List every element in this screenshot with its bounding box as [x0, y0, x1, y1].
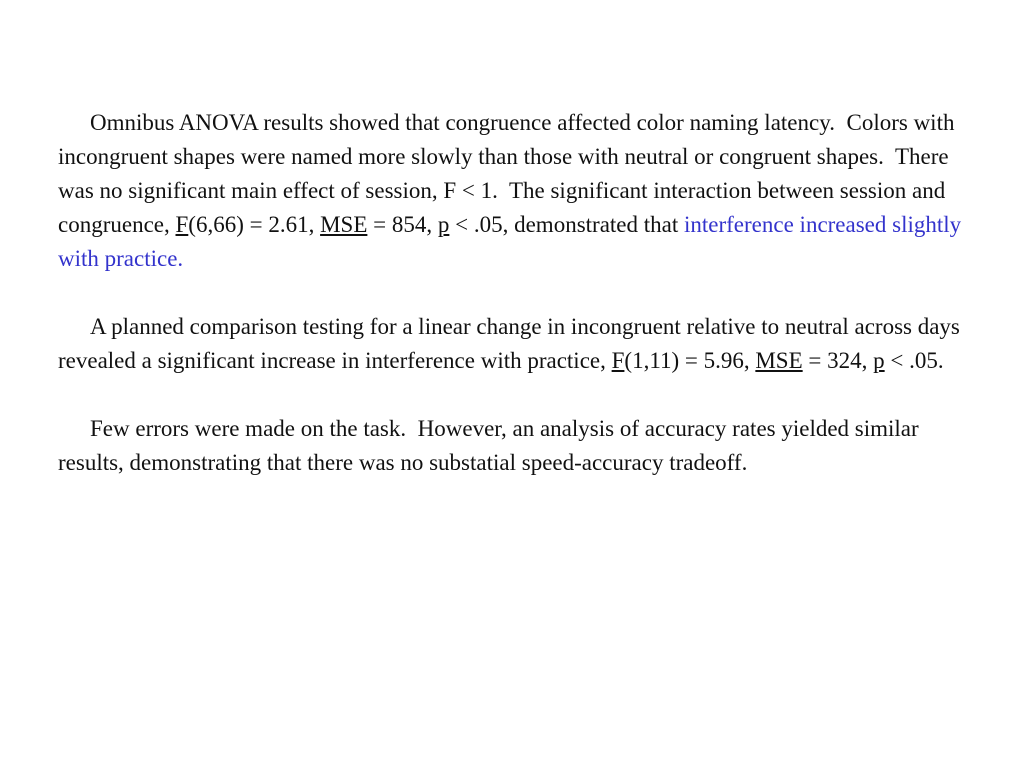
stat-p: p — [873, 348, 885, 373]
paragraph-text: (1,11) = 5.96, — [624, 348, 756, 373]
paragraph-accuracy — [58, 412, 968, 480]
paragraph-text: < .05, demonstrated that — [449, 212, 684, 237]
paragraph-planned-comparison — [58, 310, 968, 378]
stat-f: F — [175, 212, 189, 237]
paragraph-anova-results — [58, 106, 968, 276]
slide-body — [58, 106, 968, 480]
paragraph-text: Few errors were made on the task. However, an analysis of accuracy rates yielded similar results, demonstrating that there was no substatial speed-accuracy tradeoff. — [58, 416, 925, 475]
paragraph-text: = 854, — [367, 212, 438, 237]
stat-f: F — [611, 348, 625, 373]
paragraph-text: (6,66) = 2.61, — [188, 212, 321, 237]
paragraph-text: = 324, — [802, 348, 874, 373]
paragraph-text: A planned comparison testing for a linear change in incongruent relative to neutral across days revealed a significant increase in interference with practice, — [58, 314, 966, 373]
paragraph-text: < .05. — [884, 348, 944, 373]
stat-mse: MSE — [755, 348, 803, 373]
paragraph-text: Omnibus ANOVA results showed that congruence affected color naming latency. Colors with incongruent shapes were named more slowly than those with neutral or congruent shapes. There was no significant main effect of session, F < 1. The significant interaction between session and congruence, — [58, 110, 961, 237]
stat-mse: MSE — [320, 212, 368, 237]
stat-p: p — [437, 212, 450, 237]
highlighted-conclusion: interference increased slightly with practice. — [58, 212, 967, 271]
